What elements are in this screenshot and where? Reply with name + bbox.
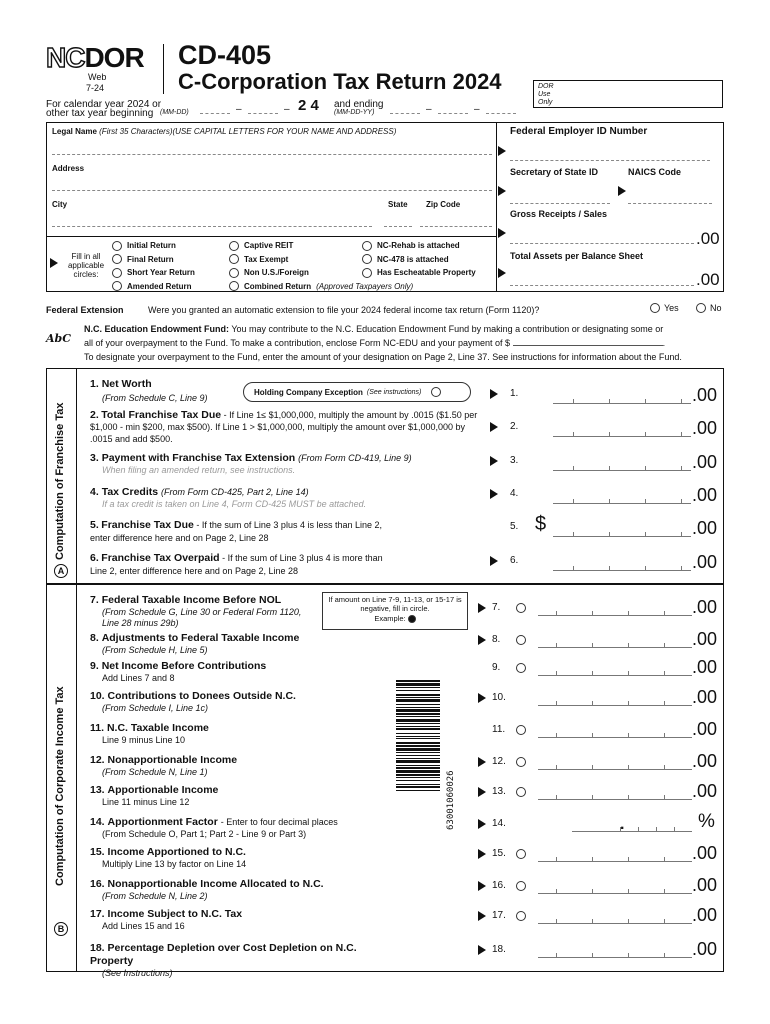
line-arrow-icon	[478, 635, 486, 645]
line-14: 14. Apportionment Factor - Enter to four decimal places (From Schedule O, Part 1; Part 2 - Line 9 or Part 3)	[90, 816, 338, 839]
radio-circle-icon[interactable]	[431, 387, 441, 397]
period-line2: other tax year beginning	[46, 108, 154, 119]
holding-company-exception[interactable]: Holding Company Exception (See instructions)	[243, 382, 471, 402]
section-a-divider	[76, 368, 77, 584]
line-ref: 17.	[492, 910, 506, 921]
naics-field[interactable]	[628, 203, 712, 204]
gross-receipts-label: Gross Receipts / Sales	[510, 209, 608, 219]
negative-circle-icon[interactable]	[516, 603, 526, 613]
line-amount-field[interactable]	[538, 694, 692, 706]
line-ref: 13.	[492, 786, 506, 797]
line-6-amount-field[interactable]	[553, 559, 691, 571]
line-15: 15. Income Apportioned to N.C. Multiply Line 13 by factor on Line 14	[90, 846, 247, 869]
line-ref-2: 2.	[510, 421, 519, 432]
line-ref: 14.	[492, 818, 506, 829]
section-a-letter: A	[54, 564, 68, 578]
line-cents: .00	[692, 719, 718, 739]
line-13: 13. Apportionable Income Line 11 minus Line 12	[90, 784, 219, 807]
sos-field[interactable]	[510, 203, 610, 204]
line-arrow-icon	[478, 881, 486, 891]
fein-arrow-icon	[498, 146, 506, 156]
line-ref: 10.	[492, 692, 506, 703]
form-title: C-Corporation Tax Return 2024	[178, 69, 502, 94]
radio-circle-icon[interactable]	[112, 268, 122, 278]
line-9: 9. Net Income Before Contributions Add Lines 7 and 8	[90, 660, 267, 683]
line-11: 11. N.C. Taxable Income Line 9 minus Line 10	[90, 722, 209, 745]
education-fund-text: N.C. Education Endowment Fund: You may contribute to the N.C. Education Endowment Fund by making a contribution or designating some or all of your overpayment to the Fund. To make a contribution, enclose Form NC-EDU and your payment of $ . To designate your overpayment to the Fund, enter the amount of your designation on Page 2, Line 37. See instructions for information about the Fund.	[84, 324, 682, 362]
gross-receipts-cents: .00	[696, 229, 720, 248]
state-field[interactable]	[384, 226, 412, 227]
naics-label: NAICS Code	[628, 167, 682, 177]
negative-circle-icon[interactable]	[516, 881, 526, 891]
line-1-cents: .00	[692, 385, 718, 405]
captive-reit-option[interactable]: Captive REIT	[229, 239, 413, 253]
and-ending-label: and ending	[334, 99, 384, 110]
zip-field[interactable]	[420, 226, 492, 227]
line-amount-field[interactable]	[538, 636, 692, 648]
line-cents: .00	[692, 751, 718, 771]
line-arrow-icon	[490, 489, 498, 499]
barcode-image	[396, 680, 440, 791]
line-3: 3. Payment with Franchise Tax Extension (From Form CD-419, Line 9)	[90, 452, 412, 464]
radio-circle-icon[interactable]	[696, 303, 706, 313]
zip-label: Zip Code	[426, 200, 461, 209]
fill-circles-arrow-icon	[50, 258, 58, 268]
mmddyy-hint: (MM-DD-YY)	[334, 109, 375, 116]
total-assets-cents: .00	[696, 270, 720, 289]
year-digits: 2 4	[298, 97, 319, 114]
line-ref: 12.	[492, 756, 506, 767]
dor-use-label: DOR Use Only	[538, 83, 554, 106]
line-arrow-icon	[478, 819, 486, 829]
ncdor-logo: NCDOR	[46, 42, 144, 73]
education-fund-logo: AbC	[46, 332, 71, 345]
line-ref: 16.	[492, 880, 506, 891]
line-arrow-icon	[490, 389, 498, 399]
dor-use-box	[533, 80, 723, 108]
negative-circle-icon[interactable]	[516, 849, 526, 859]
fill-circles-label: Fill in all applicable circles:	[67, 252, 105, 279]
line-ref-6: 6.	[510, 555, 519, 566]
line-1-amount-field[interactable]	[553, 392, 691, 404]
line-5-amount-field[interactable]	[553, 525, 691, 537]
line-cents: .00	[692, 629, 718, 649]
id-section-divider	[496, 122, 497, 292]
line-2-cents: .00	[692, 418, 718, 438]
period-line1: For calendar year 2024 or	[46, 99, 162, 110]
end-month-field[interactable]	[390, 113, 420, 114]
line-8: 8. Adjustments to Federal Taxable Income (From Schedule H, Line 5)	[90, 632, 300, 655]
radio-circle-icon[interactable]	[362, 241, 372, 251]
tax-exempt-option[interactable]: Tax Exempt	[229, 253, 413, 267]
negative-amount-note: If amount on Line 7-9, 11-13, or 15-17 is negative, fill in circle. Example:	[322, 592, 468, 630]
line-ref-5: 5.	[510, 521, 519, 532]
line-ref: 9.	[492, 662, 501, 673]
line-amount-field[interactable]	[538, 912, 692, 924]
barcode-number: 63001060026	[446, 770, 456, 830]
line-12: 12. Nonapportionable Income (From Schedule N, Line 1)	[90, 754, 238, 777]
negative-circle-icon[interactable]	[516, 911, 526, 921]
radio-circle-icon[interactable]	[229, 281, 239, 291]
legal-name-field[interactable]	[52, 154, 492, 155]
line-4-note: If a tax credit is taken on Line 4, Form CD-425 MUST be attached.	[102, 499, 367, 509]
line-amount-field[interactable]	[538, 946, 692, 958]
state-label: State	[388, 200, 408, 209]
initial-return-option[interactable]: Initial Return	[112, 239, 195, 253]
line-17: 17. Income Subject to N.C. Tax Add Lines 15 and 16	[90, 908, 243, 931]
line-arrow-icon	[478, 849, 486, 859]
line-ref: 7.	[492, 602, 501, 613]
line-arrow-icon	[478, 945, 486, 955]
apportionment-factor-field[interactable]: .	[572, 820, 692, 832]
line-1-sub: (From Schedule C, Line 9)	[102, 393, 208, 403]
line-amount-field[interactable]	[538, 788, 692, 800]
end-day-field[interactable]	[438, 113, 468, 114]
legal-name-label: Legal Name (First 35 Characters)(USE CAPITAL LETTERS FOR YOUR NAME AND ADDRESS)	[52, 127, 397, 136]
line-arrow-icon	[478, 603, 486, 613]
radio-circle-icon[interactable]	[362, 254, 372, 264]
non-us-foreign-option[interactable]: Non U.S./Foreign	[229, 266, 413, 280]
line-arrow-icon	[490, 556, 498, 566]
education-fund-payment-field[interactable]	[513, 345, 663, 346]
radio-circle-icon[interactable]	[362, 268, 372, 278]
negative-circle-icon[interactable]	[516, 757, 526, 767]
line-7: 7. Federal Taxable Income Before NOL (From Schedule G, Line 30 or Federal Form 1120, Line 28 minus 29b)	[90, 594, 302, 628]
sos-label: Secretary of State ID	[510, 167, 599, 177]
line-ref: 18.	[492, 944, 506, 955]
section-b-divider	[76, 584, 77, 972]
line-arrow-icon	[490, 422, 498, 432]
negative-circle-icon[interactable]	[516, 725, 526, 735]
combined-return-option[interactable]: Combined Return (Approved Taxpayers Only)	[229, 280, 413, 294]
naics-arrow-icon	[618, 186, 626, 196]
line-arrow-icon	[478, 757, 486, 767]
section-b-letter: B	[54, 922, 68, 936]
city-field[interactable]	[52, 226, 372, 227]
address-field[interactable]	[52, 190, 492, 191]
line-16: 16. Nonapportionable Income Allocated to N.C. (From Schedule N, Line 2)	[90, 878, 324, 901]
line-2-amount-field[interactable]	[553, 425, 691, 437]
line-ref: 11.	[492, 724, 506, 735]
line-1: 1. Net Worth	[90, 378, 152, 390]
line-2: 2. Total Franchise Tax Due - If Line 1≤ $1,000,000, multiply the amount by .0015 ($1.50 per $1,000 - min $200, max $500). If Line 1 > $1,000,000, multiply the amount over $1,000,000 by .0015 and add $500.	[90, 409, 478, 444]
gross-receipts-field[interactable]	[510, 243, 694, 244]
line-arrow-icon	[478, 911, 486, 921]
line-4-amount-field[interactable]	[553, 492, 691, 504]
end-year-field[interactable]	[486, 113, 516, 114]
line-arrow-icon	[490, 456, 498, 466]
line-10: 10. Contributions to Donees Outside N.C. (From Schedule I, Line 1c)	[90, 690, 296, 713]
form-number: CD-405	[178, 40, 272, 70]
line-amount-field[interactable]	[538, 758, 692, 770]
line-amount-field[interactable]	[538, 604, 692, 616]
fill-col1	[112, 239, 195, 293]
line-ref-4: 4.	[510, 488, 519, 499]
sos-arrow-icon	[498, 186, 506, 196]
line-4: 4. Tax Credits (From Form CD-425, Part 2, Line 14)	[90, 486, 309, 498]
fein-label: Federal Employer ID Number	[510, 126, 648, 137]
radio-circle-icon[interactable]	[229, 241, 239, 251]
radio-circle-icon[interactable]	[112, 281, 122, 291]
line-6: 6. Franchise Tax Overpaid - If the sum of Line 3 plus 4 is more than Line 2, enter difference here and on Page 2, Line 28	[90, 552, 383, 576]
line-4-cents: .00	[692, 485, 718, 505]
line-arrow-icon	[478, 787, 486, 797]
negative-circle-icon[interactable]	[516, 635, 526, 645]
begin-day-field[interactable]	[248, 113, 278, 114]
begin-month-field[interactable]	[200, 113, 230, 114]
line-arrow-icon	[478, 693, 486, 703]
nc-478-option[interactable]: NC-478 is attached	[362, 253, 476, 267]
line-5-cents: .00	[692, 518, 718, 538]
mmdd-hint: (MM-DD)	[160, 109, 189, 116]
line-cents: .00	[692, 657, 718, 677]
radio-circle-icon[interactable]	[112, 254, 122, 264]
line-amount-field[interactable]	[538, 664, 692, 676]
line-cents: .00	[692, 939, 718, 959]
dollar-sign: $	[535, 513, 547, 535]
percent-sign: %	[698, 811, 715, 832]
radio-circle-icon[interactable]	[229, 254, 239, 264]
line-18: 18. Percentage Depletion over Cost Depletion on N.C. Property (See Instructions)	[90, 942, 357, 978]
short-year-return-option[interactable]: Short Year Return	[112, 266, 195, 280]
extension-label: Federal Extension	[46, 305, 124, 315]
line-ref: 8.	[492, 634, 501, 645]
escheatable-property-option[interactable]: Has Escheatable Property	[362, 266, 476, 280]
section-b-title: Computation of Corporate Income Tax	[54, 686, 66, 886]
radio-circle-icon[interactable]	[229, 268, 239, 278]
total-assets-field[interactable]	[510, 285, 694, 286]
header-divider	[163, 44, 164, 94]
negative-circle-icon[interactable]	[516, 787, 526, 797]
extension-no-option[interactable]: No	[696, 303, 722, 313]
line-cents: .00	[692, 905, 718, 925]
line-6-cents: .00	[692, 552, 718, 572]
gross-receipts-arrow-icon	[498, 228, 506, 238]
filled-circle-icon	[408, 615, 416, 623]
line-ref: 15.	[492, 848, 506, 859]
line-cents: .00	[692, 843, 718, 863]
fein-field[interactable]	[510, 160, 710, 161]
radio-circle-icon[interactable]	[650, 303, 660, 313]
nc-rehab-option[interactable]: NC-Rehab is attached	[362, 239, 476, 253]
line-ref-1: 1.	[510, 388, 519, 399]
extension-question: Were you granted an automatic extension to file your 2024 federal income tax return (Form 1120)?	[148, 305, 540, 315]
line-3-amount-field[interactable]	[553, 459, 691, 471]
line-amount-field[interactable]	[538, 882, 692, 894]
negative-circle-icon[interactable]	[516, 663, 526, 673]
city-label: City	[52, 200, 68, 209]
section-a-title: Computation of Franchise Tax	[54, 402, 66, 560]
address-label: Address	[52, 164, 85, 173]
final-return-option[interactable]: Final Return	[112, 253, 195, 267]
line-amount-field[interactable]	[538, 850, 692, 862]
web-label: Web	[88, 72, 107, 82]
line-3-cents: .00	[692, 452, 718, 472]
line-5: 5. Franchise Tax Due - If the sum of Line 3 plus 4 is less than Line 2, enter difference here and on Page 2, Line 28	[90, 519, 382, 543]
amended-return-option[interactable]: Amended Return	[112, 280, 195, 294]
line-ref-3: 3.	[510, 455, 519, 466]
total-assets-label: Total Assets per Balance Sheet	[510, 251, 644, 261]
line-cents: .00	[692, 597, 718, 617]
version-label: 7-24	[86, 83, 105, 93]
radio-circle-icon[interactable]	[112, 241, 122, 251]
line-cents: .00	[692, 781, 718, 801]
line-cents: .00	[692, 875, 718, 895]
line-3-note: When filing an amended return, see instructions.	[102, 465, 296, 475]
extension-yes-option[interactable]: Yes	[650, 303, 679, 313]
line-cents: .00	[692, 687, 718, 707]
fill-col3	[362, 239, 476, 280]
line-amount-field[interactable]	[538, 726, 692, 738]
total-assets-arrow-icon	[498, 268, 506, 278]
